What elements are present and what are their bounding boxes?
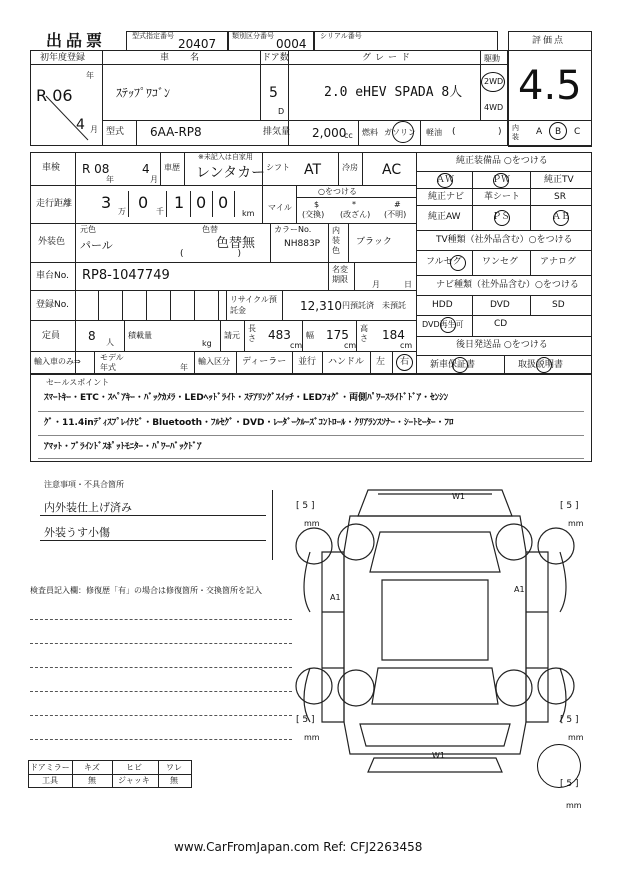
car-name: ｽﾃｯﾌﾟﾜｺﾞﾝ xyxy=(116,86,171,100)
handle-left: 左 xyxy=(376,357,386,367)
tread-rl: [ 5 ] xyxy=(296,715,315,725)
navi-hdd: HDD xyxy=(432,300,453,310)
diag-a1-right: A1 xyxy=(514,585,525,594)
grade-value: 2.0 eHEV SPADA 8人 xyxy=(324,85,463,100)
equip-navi: 純正ナビ xyxy=(428,192,465,202)
sales-point-label: セールスポイント xyxy=(46,378,110,387)
tread-fl: [ 5 ] xyxy=(296,501,315,511)
tread-rl-mm: mm xyxy=(304,733,320,742)
equip-ps-circle xyxy=(494,210,510,226)
navi-cd: CD xyxy=(494,319,508,329)
legend-v4: 無 xyxy=(170,776,178,785)
capacity-label: 定員 xyxy=(42,331,61,341)
meter-opt-3-sym: # xyxy=(394,200,401,209)
orig-color-label: 元色 xyxy=(80,225,96,234)
serial-label: シリアル番号 xyxy=(320,32,362,40)
sales-line-1: ｽﾏｰﾄｷｰ・ETC・ｽﾍﾟｱｷｰ・ﾊﾞｯｸｶﾒﾗ・LEDﾍｯﾄﾞﾗｲﾄ・ｽﾃｱﾘﾝｸﾞｽｲｯﾁ・LEDﾌｫｸﾞ・両側ﾊﾟﾜｰｽﾗｲﾄﾞﾄﾞｱ・ｾﾝｼﾝ xyxy=(44,393,449,403)
doors-label: ドア数 xyxy=(262,53,289,63)
model-year-label: モデル年式 xyxy=(100,353,124,372)
load-label: 積載量 xyxy=(128,331,152,340)
equip-pw: ＰＷ xyxy=(492,175,511,185)
equip-tv: 純正TV xyxy=(544,175,574,185)
year-unit: 年 xyxy=(86,71,94,80)
legend-v3: ジャッキ xyxy=(118,776,150,785)
mileage-sen: 千 xyxy=(156,207,164,216)
legend-v2: 無 xyxy=(88,776,96,785)
handle-right-circle xyxy=(396,354,413,371)
notes-line-1: 内外装仕上げ済み xyxy=(44,501,132,514)
mileage-digit-1: 3 xyxy=(101,193,112,212)
vin-label: 車台No. xyxy=(36,271,69,281)
color-label: 外装色 xyxy=(38,237,66,247)
doors-suffix: D xyxy=(278,107,285,116)
invoice-label: 請元 xyxy=(224,331,240,340)
tv-fullseg-circle xyxy=(450,255,466,271)
import-class-label: 輸入区分 xyxy=(198,357,230,366)
mileage-digit-4: 0 xyxy=(196,193,207,212)
mile-label: マイル xyxy=(268,203,292,212)
tv-fullseg: フルセグ xyxy=(426,257,462,267)
interior-grade-c: C xyxy=(574,127,581,137)
meter-opt-1-sym: $ xyxy=(314,200,320,209)
fuel-paren-close: ) xyxy=(498,127,502,137)
orig-color-value: パール xyxy=(80,239,113,252)
handle-label: ハンドル xyxy=(328,357,365,367)
shift-value: AT xyxy=(304,162,322,178)
interior-color-value: ブラック xyxy=(356,237,392,247)
model-value: 6AA-RP8 xyxy=(150,125,202,139)
tread-rr-mm: mm xyxy=(568,733,584,742)
date-slash xyxy=(44,94,94,144)
interior-grade-b-circle xyxy=(549,122,567,140)
name-change-day: 日 xyxy=(404,280,412,289)
capacity-unit: 人 xyxy=(106,338,114,347)
mileage-man: 万 xyxy=(118,207,126,216)
name-change-label: 名変期限 xyxy=(332,265,348,284)
mileage-label: 走行距離 xyxy=(36,199,73,209)
diag-w1-front: W1 xyxy=(452,492,465,501)
doors-value: 5 xyxy=(269,85,278,101)
tread-fr-mm: mm xyxy=(568,519,584,528)
width-cm: cm xyxy=(344,341,357,350)
month-unit: 月 xyxy=(90,125,98,134)
tread-fl-mm: mm xyxy=(304,519,320,528)
color-no-value: NH883P xyxy=(284,239,321,249)
mileage-digit-2: 0 xyxy=(138,193,149,212)
meter-opt-2: (改ざん) xyxy=(340,210,371,219)
class-no-value: 0004 xyxy=(276,37,307,51)
interior-grade-b: B xyxy=(555,127,562,137)
recycle-amount: 12,310 xyxy=(300,299,342,313)
type-no-label: 型式指定番号 xyxy=(132,32,174,40)
legend-h4: ワレ xyxy=(166,763,182,772)
mileage-km: km xyxy=(242,209,255,218)
later-header: 後日発送品 ○をつける xyxy=(456,340,548,350)
meter-opt-2-sym: * xyxy=(352,200,356,209)
navi-header: ナビ種類（社外品含む）○をつける xyxy=(436,280,579,290)
capacity-value: 8 xyxy=(88,329,96,343)
tread-spare: [ 5 ] xyxy=(560,779,579,789)
mileage-digit-5: 0 xyxy=(218,193,229,212)
tread-rr: [ 5 ] xyxy=(560,715,579,725)
color-paren: ( ) xyxy=(180,249,242,259)
name-change-month: 月 xyxy=(372,280,380,289)
inspection-label: 車検 xyxy=(42,163,61,173)
tread-spare-mm: mm xyxy=(566,801,582,810)
equip-ab-circle xyxy=(553,210,569,226)
first-reg-month: 4 xyxy=(76,117,85,133)
width-value: 175 xyxy=(326,328,349,342)
inspection-year: R 08 xyxy=(82,162,110,176)
height-label: 高さ xyxy=(360,324,368,343)
sheet-title: 出品票 xyxy=(46,31,107,50)
notes-label: 注意事項・不具合箇所 xyxy=(44,480,124,489)
equip-ab: ＡＢ xyxy=(552,212,571,222)
sales-line-3: ｱﾏｯﾄ・ﾌﾞﾗｲﾝﾄﾞｽﾎﾟｯﾄﾓﾆﾀｰ・ﾊﾟﾜｰﾊﾞｯｸﾄﾞｱ xyxy=(44,442,202,452)
width-label: 幅 xyxy=(306,331,314,340)
meter-hint: ○をつける xyxy=(318,187,357,196)
fuel-gasoline: ガソリン xyxy=(384,128,416,137)
equip-header: 純正装備品 ○をつける xyxy=(456,156,548,166)
later-manual: 取扱説明書 xyxy=(518,360,564,370)
color-change-value: 色替無 xyxy=(216,236,256,251)
class-no-label: 類別区分番号 xyxy=(232,32,274,40)
interior-color-label: 内装色 xyxy=(332,226,340,255)
score-value: 4.5 xyxy=(518,63,582,109)
height-value: 184 xyxy=(382,328,405,342)
fuel-gasoline-circle xyxy=(392,121,414,143)
navi-dvd-play: DVD再生可 xyxy=(422,320,464,329)
footer-watermark: www.CarFromJapan.com Ref: CFJ2263458 xyxy=(174,840,423,854)
mileage-digit-3: 1 xyxy=(174,193,185,212)
equip-ps: ＰＳ xyxy=(492,212,511,222)
displacement-label: 排気量 xyxy=(263,127,291,137)
import-dealer: ディーラー xyxy=(242,357,287,367)
cc-unit: cc xyxy=(344,131,353,140)
vin-value: RP8-1047749 xyxy=(82,268,170,283)
usage-note: ※未記入は自家用 xyxy=(198,153,253,161)
fuel-label: 燃料 xyxy=(362,128,378,137)
score-label: 評価点 xyxy=(532,36,566,46)
usage-value: レンタカー xyxy=(196,165,266,181)
recycle-unpaid: 未預託 xyxy=(382,301,406,310)
drive-label: 駆動 xyxy=(484,54,500,63)
navi-sd: SD xyxy=(552,300,565,310)
later-warranty-circle xyxy=(452,357,468,373)
legend-h3: ヒビ xyxy=(126,763,142,772)
tv-oneseg: ワンセグ xyxy=(482,257,519,267)
navi-dvd: DVD xyxy=(490,300,510,310)
reg-no-label: 登録No. xyxy=(36,300,69,310)
meter-opt-1: (交換) xyxy=(302,210,325,219)
shift-label: シフト xyxy=(266,163,290,172)
equip-aw: ＡＷ xyxy=(436,175,455,185)
legend-h2: キズ xyxy=(84,763,100,772)
recycle-suffix: 円預託済 xyxy=(342,301,374,310)
displacement-value: 2,000 xyxy=(312,126,347,140)
first-reg-label: 初年度登録 xyxy=(40,53,86,63)
import-label: 輸入車のみ⇒ xyxy=(34,357,81,366)
equip-aw-circle xyxy=(437,173,453,188)
tv-analog: アナログ xyxy=(540,257,577,267)
drive-2wd: 2WD xyxy=(484,77,504,86)
notes-line-2: 外装うす小傷 xyxy=(44,526,110,539)
grade-label: グレード xyxy=(362,53,415,63)
length-value: 483 xyxy=(268,328,291,342)
inspector-label: 検査員記入欄：修復歴「有」の場合は修復箇所・交換箇所を記入 xyxy=(30,586,262,595)
interior-grade-label: 内装 xyxy=(512,124,519,141)
navi-dvd-play-circle xyxy=(440,317,456,333)
load-kg: kg xyxy=(202,339,212,348)
equip-sr: SR xyxy=(554,192,566,202)
inspection-month-unit: 月 xyxy=(150,175,158,184)
diag-w1-rear: W1 xyxy=(432,751,445,760)
legend-v1: 工具 xyxy=(42,776,58,785)
recycle-label: リサイクル預託金 xyxy=(230,295,277,315)
fuel-paren: ( xyxy=(452,127,456,137)
color-change-label: 色替 xyxy=(202,225,218,234)
fuel-diesel: 軽油 xyxy=(426,128,442,137)
tv-header: TV種類（社外品含む）○をつける xyxy=(436,235,573,245)
inspection-year-unit: 年 xyxy=(106,175,114,184)
later-warranty: 新車保証書 xyxy=(430,360,476,370)
drive-4wd: 4WD xyxy=(484,103,504,112)
later-manual-circle xyxy=(536,357,552,373)
usage-label: 車歴 xyxy=(164,163,180,172)
model-label: 型式 xyxy=(106,127,125,137)
length-label: 長さ xyxy=(248,324,256,343)
legend-h1: ドアミラー xyxy=(30,763,70,772)
type-no-value: 20407 xyxy=(178,37,217,51)
inspection-month: 4 xyxy=(142,162,150,176)
ac-label: 冷房 xyxy=(342,163,358,172)
length-cm: cm xyxy=(290,341,303,350)
ac-value: AC xyxy=(382,162,402,178)
first-reg-year: R 06 xyxy=(36,86,73,105)
interior-grade-a: A xyxy=(536,127,543,137)
equip-leather: 革シート xyxy=(484,192,521,202)
equip-genuine-aw: 純正AW xyxy=(428,212,461,222)
diag-a1-left: A1 xyxy=(330,593,341,602)
handle-right: 右 xyxy=(400,357,410,367)
meter-opt-3: (不明) xyxy=(384,210,407,219)
equip-pw-circle xyxy=(493,173,509,188)
car-name-label: 車 名 xyxy=(160,53,206,63)
tread-fr: [ 5 ] xyxy=(560,501,579,511)
height-cm: cm xyxy=(400,341,413,350)
color-no-label: カラーNo. xyxy=(274,225,312,234)
drive-2wd-circle xyxy=(481,72,505,92)
sales-line-2: ｸﾞ・11.4inﾃﾞｨｽﾌﾟﾚｲﾅﾋﾞ・Bluetooth・ﾌﾙｾｸﾞ・DVD・ﾚｰﾀﾞｰｸﾙｰｽﾞｺﾝﾄﾛｰﾙ・ｸﾘｱﾗﾝｽｿﾅｰ・ｼｰﾄﾋｰﾀｰ・ﾌﾛ xyxy=(44,418,454,428)
model-year-unit: 年 xyxy=(180,363,188,372)
import-parallel: 並行 xyxy=(298,357,317,367)
